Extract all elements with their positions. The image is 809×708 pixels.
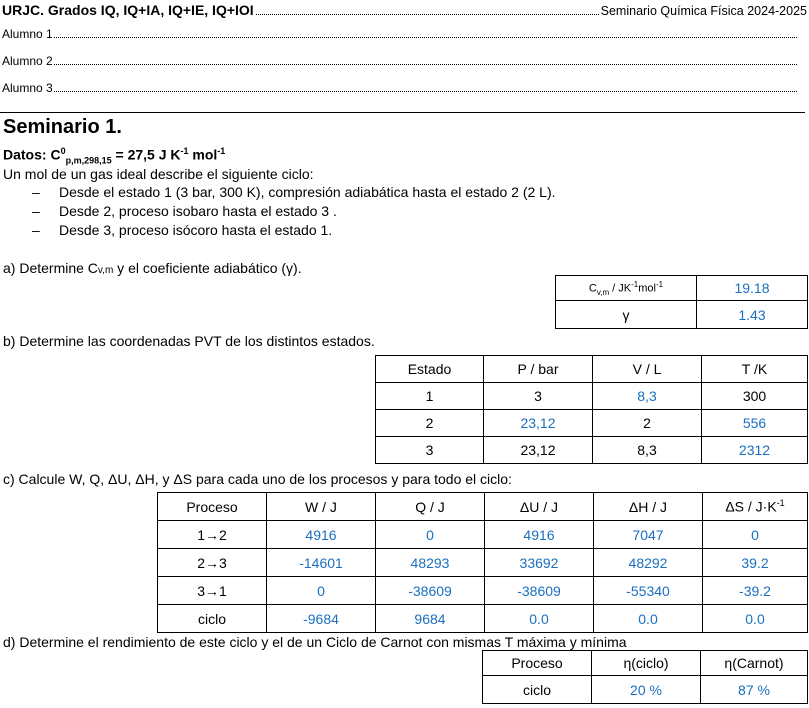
table-cell: 33692 [485,549,594,577]
bullet-item [32,222,732,240]
bullet-text: Desde el estado 1 (3 bar, 300 K), compresión adiabática hasta el estado 2 (2 L). [59,184,556,200]
gamma-value: 1.43 [697,301,808,329]
table-cell: 2 [376,410,484,437]
table-cell: -14601 [267,549,376,577]
table-a [555,275,808,329]
table-row [158,605,808,633]
bullet-dash: – [32,222,40,238]
table-cell: 23,12 [484,410,593,437]
table-cell: 2 [593,410,702,437]
header-cell: η(ciclo) [592,651,701,676]
header-cell [703,493,808,521]
table-cell: -38609 [376,577,485,605]
table-cell: 48292 [594,549,703,577]
table-header-row [158,493,808,521]
table-cell: -55340 [594,577,703,605]
student-1-label: Alumno 1 [2,27,53,41]
table-cell: 0 [376,521,485,549]
ds-header-exp: -1 [776,498,785,509]
table-cell: 556 [702,410,808,437]
table-row [556,301,808,329]
table-header-row [376,356,808,383]
gamma-label: γ [556,301,697,329]
header-cell: Q / J [376,493,485,521]
cvm-label-cell [556,276,697,301]
cvm-mol: mol [638,282,656,295]
table-cell: 0.0 [703,605,808,633]
intro-text: Un mol de un gas ideal describe el siguiente ciclo: [3,166,314,182]
table-cell: 9684 [376,605,485,633]
table-row [376,410,808,437]
table-row [158,521,808,549]
course-title: URJC. Grados IQ, IQ+IA, IQ+IE, IQ+IOI [2,2,254,18]
header-cell: Proceso [158,493,267,521]
table-cell: 0.0 [594,605,703,633]
bullet-item [32,203,732,221]
question-a-pre: a) Determine C [3,260,98,276]
cvm-c: C [588,282,597,295]
header-cell: ΔH / J [594,493,703,521]
student-line-3 [2,79,797,95]
table-row [376,383,808,410]
question-a-sub: v,m [97,265,114,276]
table-cell: 3→1 [158,577,267,605]
table-cell: 2→3 [158,549,267,577]
datos-value: = 27,5 J K [111,146,181,163]
table-cell: 0 [703,521,808,549]
question-c: c) Calcule W, Q, ΔU, ΔH, y ΔS para cada uno de los procesos y para todo el ciclo: [3,471,512,487]
table-cell: 3 [376,437,484,464]
table-cell: 8,3 [593,383,702,410]
table-cell: 8,3 [593,437,702,464]
seminar-label: Seminario Química Física 2024-2025 [600,4,807,18]
header-cell: Proceso [483,651,592,676]
datos-label: Datos: C [3,146,61,163]
page-title: Seminario 1. [3,116,122,138]
bullet-item [32,184,732,202]
student-line-1 [2,25,797,41]
table-thermo [157,492,808,633]
table-cell: 4916 [485,521,594,549]
table-cell: 0 [267,577,376,605]
table-cell: 23,12 [484,437,593,464]
table-row [556,276,808,301]
header-cell: T /K [702,356,808,383]
header-cell: W / J [267,493,376,521]
table-cell: -38609 [485,577,594,605]
table-cell: 4916 [267,521,376,549]
divider [0,112,805,113]
question-b: b) Determine las coordenadas PVT de los distintos estados. [3,333,375,349]
ds-header-text: ΔS / J·K [725,498,777,515]
table-cell: 3 [484,383,593,410]
table-cell: 0.0 [485,605,594,633]
header-line [2,0,807,18]
datos-exp1: -1 [180,146,189,156]
bullet-text: Desde 2, proceso isobaro hasta el estado 3 . [59,203,337,219]
cvm-exp2: -1 [656,279,664,289]
header-cell: η(Carnot) [701,651,808,676]
bullet-dash: – [32,203,40,219]
cvm-value: 19.18 [697,276,808,301]
table-cell: 20 % [592,676,701,704]
student-1-dots [54,37,797,38]
table-cell: -9684 [267,605,376,633]
table-row [376,437,808,464]
table-cell: 48293 [376,549,485,577]
datos-mol: mol [188,146,218,163]
table-cell: ciclo [483,676,592,704]
table-row [483,676,808,704]
table-cell: 2312 [702,437,808,464]
student-line-2 [2,52,797,68]
table-header-row [483,651,808,676]
cvm-sub: v,m [596,287,610,297]
question-a [3,260,302,276]
bullet-dash: – [32,184,40,200]
cvm-unit: / JK [609,282,632,295]
student-3-dots [54,91,797,92]
table-efficiency [482,650,808,704]
table-cell: 39.2 [703,549,808,577]
table-cell: -39.2 [703,577,808,605]
table-cell: ciclo [158,605,267,633]
table-cell: 1→2 [158,521,267,549]
header-dots [256,14,599,15]
table-cell: 1 [376,383,484,410]
header-cell: ΔU / J [485,493,594,521]
header-cell: P / bar [484,356,593,383]
table-row [158,577,808,605]
table-cell: 87 % [701,676,808,704]
student-2-label: Alumno 2 [2,54,53,68]
data-line [3,146,225,165]
table-row [158,549,808,577]
bullet-text: Desde 3, proceso isócoro hasta el estado 1. [59,222,333,238]
datos-sup: 0 [60,146,66,156]
student-3-label: Alumno 3 [2,81,53,95]
header-cell: V / L [593,356,702,383]
datos-exp2: -1 [217,146,226,156]
student-2-dots [54,64,797,65]
table-cell: 7047 [594,521,703,549]
datos-sub: p,m,298,15 [65,155,112,166]
table-pvt [375,355,808,464]
cvm-exp1: -1 [631,279,639,289]
question-a-post: y el coeficiente adiabático (γ). [113,260,302,276]
header-cell: Estado [376,356,484,383]
table-cell: 300 [702,383,808,410]
question-d: d) Determine el rendimiento de este ciclo y el de un Ciclo de Carnot con mismas T máxima y mínima [3,634,627,650]
